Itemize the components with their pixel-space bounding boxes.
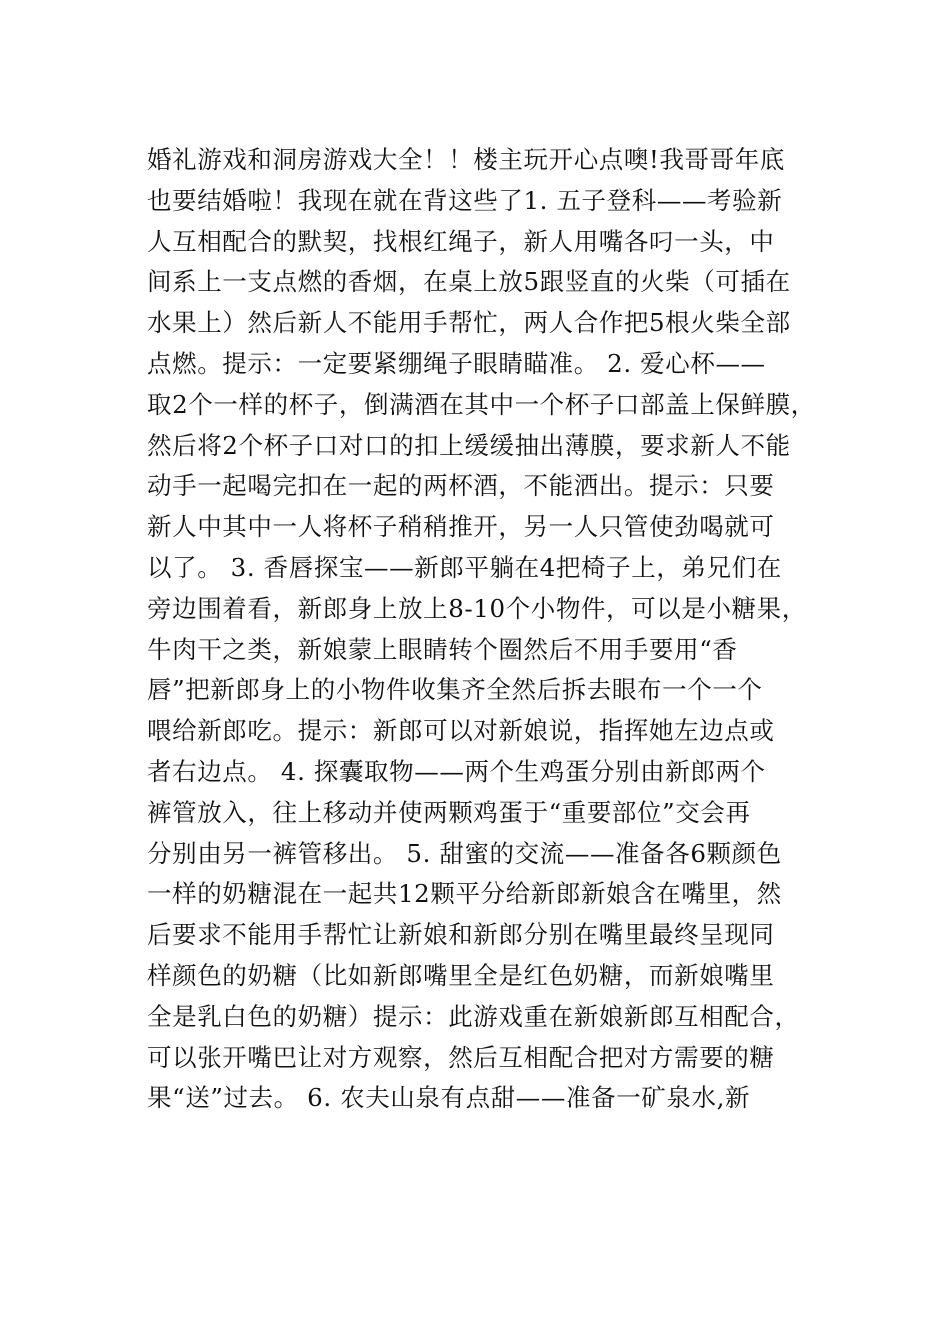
text-line: 唇”把新郎身上的小物件收集齐全然后拆去眼布一个一个 xyxy=(147,675,763,705)
text-line: 裤管放入，往上移动并使两颗鸡蛋于“重要部位”交会再 xyxy=(147,797,751,827)
text-line: 点燃。提示：一定要紧绷绳子眼睛瞄准。 2. 爱心杯—— xyxy=(147,348,766,378)
text-line: 可以张开嘴巴让对方观察，然后互相配合把对方需要的糖 xyxy=(147,1042,775,1072)
text-line: 全是乳白色的奶糖）提示：此游戏重在新娘新郎互相配合， xyxy=(147,1001,800,1031)
text-line: 者右边点。 4. 探囊取物——两个生鸡蛋分别由新郎两个 xyxy=(147,756,766,786)
body-text xyxy=(147,140,827,1119)
text-line: 以了。 3. 香唇探宝——新郎平躺在4把椅子上，弟兄们在 xyxy=(147,552,782,582)
text-line: 动手一起喝完扣在一起的两杯酒，不能洒出。提示：只要 xyxy=(147,471,775,501)
text-line: 新人中其中一人将杯子稍稍推开，另一人只管使劲喝就可 xyxy=(147,512,775,542)
text-line: 分别由另一裤管移出。 5. 甜蜜的交流——准备各6颗颜色 xyxy=(147,838,782,868)
text-line: 旁边围着看，新郎身上放上8-10个小物件，可以是小糖果， xyxy=(147,593,807,623)
text-line: 喂给新郎吃。提示：新郎可以对新娘说，指挥她左边点或 xyxy=(147,716,775,746)
text-line: 婚礼游戏和洞房游戏大全！！楼主玩开心点噢!我哥哥年底 xyxy=(147,145,785,174)
text-line: 水果上）然后新人不能用手帮忙，两人合作把5根火柴全部 xyxy=(147,308,791,338)
text-line: 一样的奶糖混在一起共12颗平分给新郎新娘含在嘴里，然 xyxy=(147,879,782,909)
text-line: 间系上一支点燃的香烟，在桌上放5跟竖直的火柴（可插在 xyxy=(147,267,791,297)
text-line: 果“送”过去。 6. 农夫山泉有点甜——准备一矿泉水,新 xyxy=(147,1083,751,1113)
text-line: 取2个一样的杯子，倒满酒在其中一个杯子口部盖上保鲜膜， xyxy=(147,389,816,419)
text-line: 后要求不能用手帮忙让新娘和新郎分别在嘴里最终呈现同 xyxy=(147,920,775,950)
text-line: 人互相配合的默契，找根红绳子，新人用嘴各叼一头，中 xyxy=(147,226,775,256)
text-line: 然后将2个杯子口对口的扣上缓缓抽出薄膜，要求新人不能 xyxy=(147,430,791,460)
text-line: 也要结婚啦！我现在就在背这些了1. 五子登科——考验新 xyxy=(147,185,783,215)
text-line: 牛肉干之类，新娘蒙上眼睛转个圈然后不用手要用“香 xyxy=(147,634,738,664)
text-line: 样颜色的奶糖（比如新郎嘴里全是红色奶糖，而新娘嘴里 xyxy=(147,960,775,990)
